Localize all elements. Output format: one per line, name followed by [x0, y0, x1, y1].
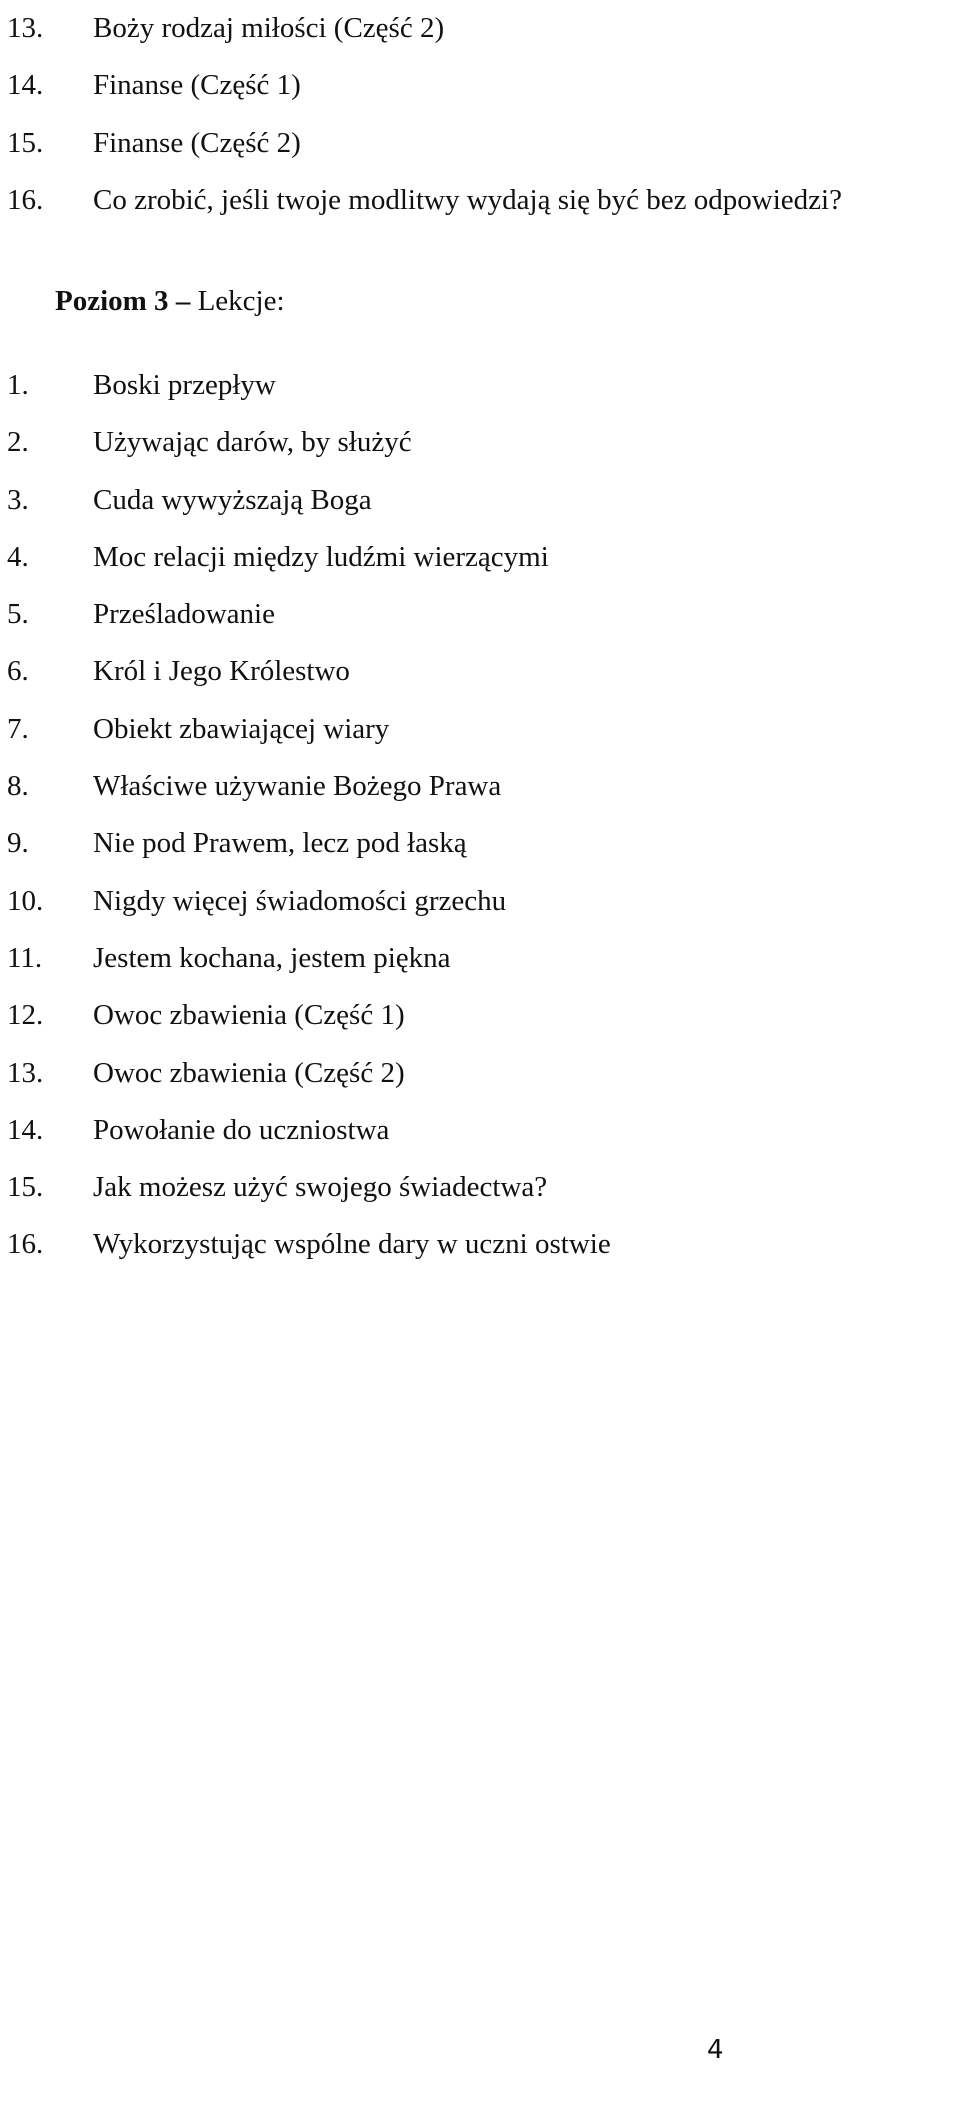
item-number: 4. [7, 540, 29, 573]
item-text: Nie pod Prawem, lecz pod łaską [93, 827, 467, 860]
list-item [0, 586, 960, 643]
item-text: Boski przepływ [93, 369, 276, 401]
item-number: 10. [7, 884, 44, 917]
item-number: 15. [7, 126, 44, 159]
list-item [0, 472, 960, 529]
item-text: Cuda wywyższają Boga [93, 483, 372, 516]
item-number: 16. [7, 1228, 44, 1261]
list-item [0, 873, 960, 930]
item-text: Powołanie do uczniostwa [93, 1113, 390, 1146]
list-item [0, 414, 960, 471]
item-text: Używając darów, by służyć [93, 426, 412, 459]
level-3-heading-dash: – [168, 285, 198, 317]
list-item [0, 930, 960, 987]
list-item [0, 529, 960, 586]
item-number: 11. [7, 941, 43, 974]
list-item [0, 1159, 960, 1216]
item-number: 14. [7, 69, 44, 102]
item-text: Finanse (Część 1) [93, 69, 301, 102]
item-text: Właściwe używanie Bożego Prawa [93, 770, 502, 803]
item-text: Obiekt zbawiającej wiary [93, 712, 390, 745]
item-text: Jestem kochana, jestem piękna [93, 941, 451, 974]
item-number: 12. [7, 999, 44, 1032]
item-number: 13. [7, 1056, 44, 1089]
item-number: 3. [7, 483, 29, 516]
item-text: Moc relacji między ludźmi wierzącymi [93, 540, 549, 573]
item-number: 9. [7, 827, 29, 860]
list-item [0, 758, 960, 815]
list-item [0, 357, 960, 414]
item-number: 7. [7, 712, 29, 745]
list-item [0, 1216, 960, 1273]
item-text: Nigdy więcej świadomości grzechu [93, 884, 507, 917]
list-item [0, 1045, 960, 1102]
item-text: Prześladowanie [93, 598, 275, 631]
level-3-heading-bold: Poziom 3 [55, 285, 169, 317]
continued-lesson-list [0, 0, 960, 229]
list-item [0, 0, 960, 57]
item-text: Owoc zbawienia (Część 2) [93, 1056, 405, 1089]
item-text: Wykorzystując wspólne dary w uczni ostwie [93, 1228, 611, 1261]
list-item [0, 643, 960, 700]
item-number: 13. [7, 12, 44, 44]
list-item [0, 815, 960, 872]
item-text: Finanse (Część 2) [93, 126, 301, 159]
item-text: Jak możesz użyć swojego świadectwa? [93, 1171, 548, 1204]
item-number: 5. [7, 598, 29, 631]
list-item [0, 701, 960, 758]
item-number: 16. [7, 183, 44, 216]
level-3-lesson-list [0, 357, 960, 1274]
item-number: 1. [7, 369, 29, 401]
item-number: 6. [7, 655, 29, 688]
page-number: 4 [707, 2035, 724, 2065]
list-item [0, 1102, 960, 1159]
item-number: 15. [7, 1171, 44, 1204]
item-text: Król i Jego Królestwo [93, 655, 350, 688]
list-item [0, 57, 960, 114]
list-item [0, 172, 960, 229]
level-3-heading [55, 273, 285, 330]
level-3-heading-rest: Lekcje: [197, 285, 285, 317]
item-text: Owoc zbawienia (Część 1) [93, 999, 405, 1032]
list-item [0, 115, 960, 172]
item-number: 14. [7, 1113, 44, 1146]
list-item [0, 987, 960, 1044]
item-number: 2. [7, 426, 29, 459]
item-text: Co zrobić, jeśli twoje modlitwy wydają się być bez odpowiedzi? [93, 183, 842, 216]
item-text: Boży rodzaj miłości (Część 2) [93, 12, 445, 44]
item-number: 8. [7, 770, 29, 803]
